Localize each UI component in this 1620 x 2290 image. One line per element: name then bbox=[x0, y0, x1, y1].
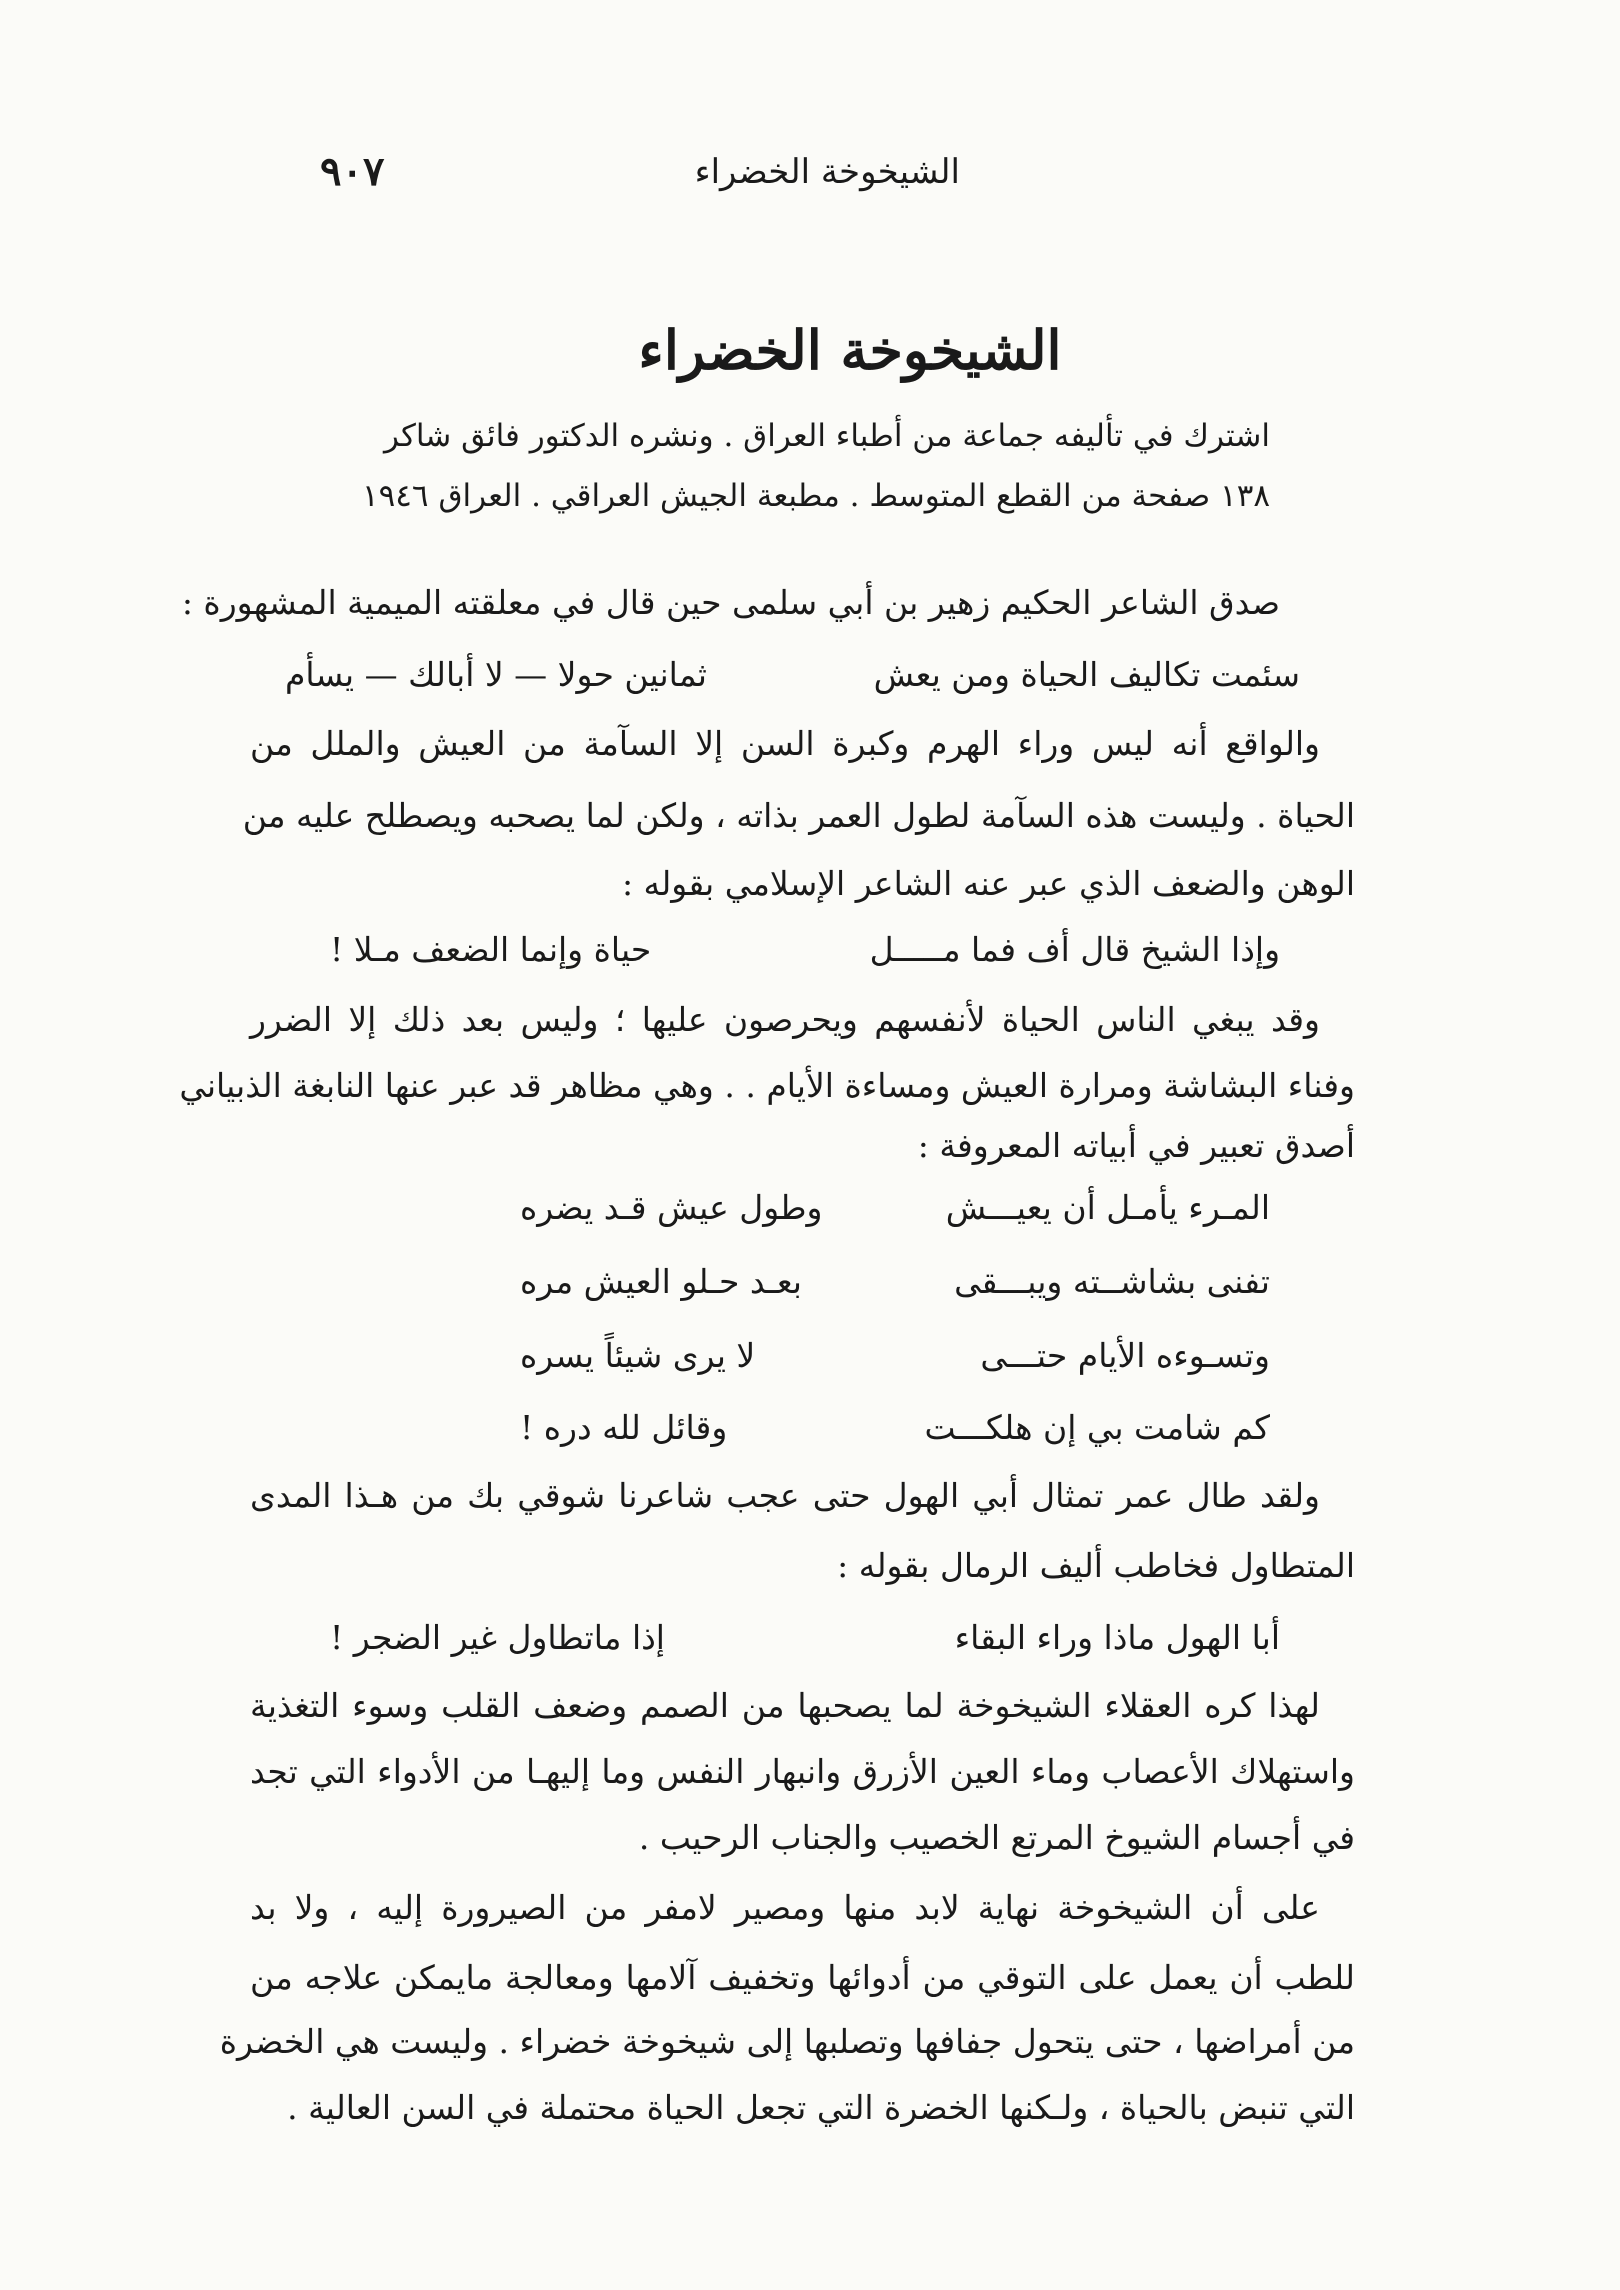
paragraph-line: أصدق تعبير في أبياته المعروفة : bbox=[917, 1126, 1355, 1165]
verse-second-hemistich: إذا ماتطاول غير الضجر ! bbox=[330, 1618, 665, 1657]
paragraph-line: في أجسام الشيوخ المرتع الخصيب والجناب الرحيب . bbox=[638, 1818, 1355, 1857]
paragraph-line: والواقع أنه ليس وراء الهرم وكبرة السن إلا السآمة من العيش والملل من bbox=[250, 724, 1320, 763]
paragraph-line: لهذا كره العقلاء الشيخوخة لما يصحبها من الصمم وضعف القلب وسوء التغذية bbox=[250, 1686, 1320, 1725]
article-title: الشيخوخة الخضراء bbox=[638, 318, 1062, 382]
verse-line bbox=[520, 1336, 1270, 1375]
verse-first-hemistich: سئمت تكاليف الحياة ومن يعش bbox=[873, 655, 1300, 694]
verse-first-hemistich: وإذا الشيخ قال أف فما مـــــل bbox=[869, 930, 1280, 969]
verse-first-hemistich: أبا الهول ماذا وراء البقاء bbox=[954, 1618, 1280, 1657]
verse-second-hemistich: لا يرى شيئاً يسره bbox=[520, 1336, 756, 1375]
verse-second-hemistich: وقائل لله دره ! bbox=[520, 1408, 728, 1447]
verse-line bbox=[520, 1408, 1270, 1447]
verse-second-hemistich: حياة وإنما الضعف مـلا ! bbox=[330, 930, 652, 969]
paragraph-line: واستهلاك الأعصاب وماء العين الأزرق وانبهار النفس وما إليهـا من الأدواء التي تجد bbox=[250, 1752, 1355, 1791]
verse-first-hemistich: كم شامت بي إن هلكـــت bbox=[924, 1408, 1270, 1447]
verse-second-hemistich: بعـد حـلو العيش مره bbox=[520, 1262, 802, 1301]
verse-line bbox=[330, 930, 1280, 969]
verse-line bbox=[520, 1262, 1270, 1301]
verse-first-hemistich: وتسـوءه الأيام حتـــى bbox=[980, 1336, 1270, 1375]
verse-second-hemistich: وطول عيش قـد يضره bbox=[520, 1188, 823, 1227]
page-number: ٩٠٧ bbox=[320, 148, 385, 195]
verse-line bbox=[330, 1618, 1280, 1657]
paragraph-line: الوهن والضعف الذي عبر عنه الشاعر الإسلامي بقوله : bbox=[621, 864, 1355, 903]
paragraph-line: على أن الشيخوخة نهاية لابد منها ومصير لامفر من الصيرورة إليه ، ولا بد bbox=[250, 1888, 1320, 1927]
verse-second-hemistich: ثمانين حولا — لا أبالك — يسأم bbox=[285, 655, 707, 694]
paragraph-line: الحياة . وليست هذه السآمة لطول العمر بذاته ، ولكن لما يصحبه ويصطلح عليه من bbox=[242, 796, 1355, 835]
verse-line bbox=[520, 1188, 1270, 1227]
book-meta-line: اشترك في تأليفه جماعة من أطباء العراق . ونشره الدكتور فائق شاكر bbox=[383, 418, 1270, 454]
verse-first-hemistich: المـرء يأمـل أن يعيـــش bbox=[945, 1188, 1270, 1227]
paragraph-line: صدق الشاعر الحكيم زهير بن أبي سلمى حين قال في معلقته الميمية المشهورة : bbox=[181, 583, 1280, 622]
paragraph-line: المتطاول فخاطب أليف الرمال بقوله : bbox=[837, 1546, 1355, 1585]
paragraph-line: وفناء البشاشة ومرارة العيش ومساءة الأيام . . وهي مظاهر قد عبر عنها النابغة الذبياني bbox=[179, 1066, 1355, 1105]
running-title: الشيخوخة الخضراء bbox=[694, 152, 960, 192]
paragraph-line: التي تنبض بالحياة ، ولـكنها الخضرة التي تجعل الحياة محتملة في السن العالية . bbox=[287, 2088, 1355, 2127]
paragraph-line: للطب أن يعمل على التوقي من أدوائها وتخفيف آلامها ومعالجة مايمكن علاجه من bbox=[250, 1958, 1355, 1997]
verse-line bbox=[285, 655, 1300, 694]
paragraph-line: وقد يبغي الناس الحياة لأنفسهم ويحرصون عليها ؛ وليس بعد ذلك إلا الضرر bbox=[250, 1000, 1320, 1039]
paragraph-line: من أمراضها ، حتى يتحول جفافها وتصلبها إلى شيخوخة خضراء . وليست هي الخضرة bbox=[219, 2022, 1355, 2061]
book-meta-line: ١٣٨ صفحة من القطع المتوسط . مطبعة الجيش العراقي . العراق ١٩٤٦ bbox=[361, 478, 1270, 514]
verse-first-hemistich: تفنى بشاشــته ويبـــقى bbox=[954, 1262, 1270, 1301]
paragraph-line: ولقد طال عمر تمثال أبي الهول حتى عجب شاعرنا شوقي بك من هـذا المدى bbox=[250, 1476, 1320, 1515]
